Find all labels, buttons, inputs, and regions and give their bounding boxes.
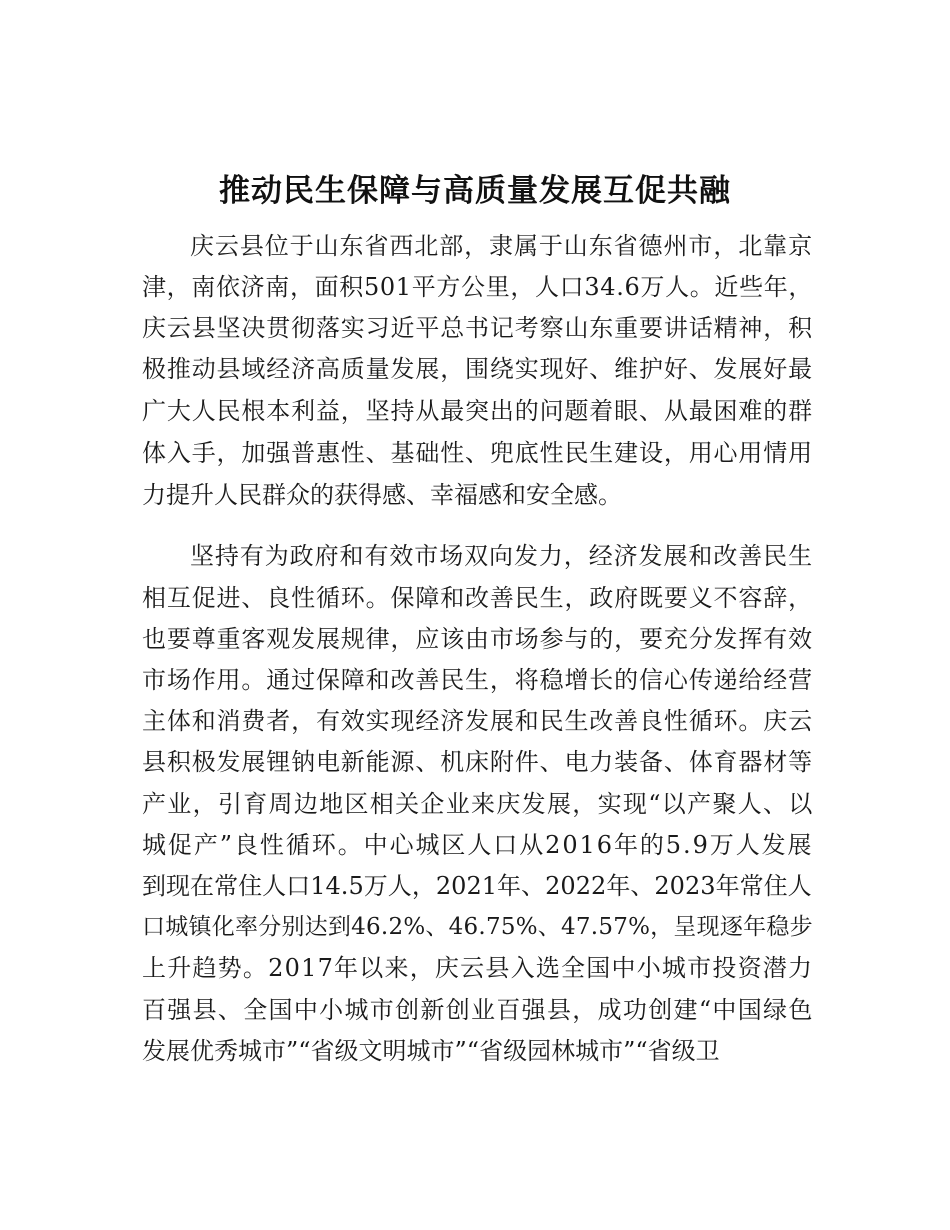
- paragraph-1-line-1: 庆云县位于山东省西北部，隶属于山东省德州市，北靠京: [190, 232, 813, 260]
- paragraph-2-line-5: 主体和消费者，有效实现经济发展和民生改善良性循环。庆云: [142, 707, 813, 735]
- paragraph-2-line-13: 发展优秀城市”“省级文明城市”“省级园林城市”“省级卫: [142, 1037, 720, 1065]
- paragraph-2-line-1: 坚持有为政府和有效市场双向发力，经济发展和改善民生: [190, 542, 813, 570]
- paragraph-1-line-4: 极推动县域经济高质量发展，围绕实现好、维护好、发展好最: [142, 355, 813, 383]
- paragraph-2-line-3: 也要尊重客观发展规律，应该由市场参与的，要充分发挥有效: [142, 625, 813, 653]
- paragraph-2-line-4: 市场作用。通过保障和改善民生，将稳增长的信心传递给经营: [142, 666, 813, 694]
- paragraph-2-line-11: 上升趋势。2017年以来，庆云县入选全国中小城市投资潜力: [142, 954, 814, 982]
- paragraph-1-line-7: 力提升人民群众的获得感、幸福感和安全感。: [142, 481, 622, 509]
- paragraph-1-line-5: 广大人民根本利益，坚持从最突出的问题着眼、从最困难的群: [142, 397, 813, 425]
- document-title: 推动民生保障与高质量发展互促共融: [219, 173, 731, 209]
- paragraph-2-line-12: 百强县、全国中小城市创新创业百强县，成功创建“中国绿色: [142, 996, 814, 1024]
- paragraph-2-line-10: 口城镇化率分别达到46.2%、46.75%、47.57%，呈现逐年稳步: [142, 914, 813, 940]
- paragraph-1-line-2: 津，南依济南，面积501平方公里，人口34.6万人。近些年，: [142, 273, 814, 301]
- paragraph-2-line-8: 城促产”良性循环。中心城区人口从2016年的5.9万人发展: [142, 831, 814, 859]
- paragraph-1-line-6: 体入手，加强普惠性、基础性、兜底性民生建设，用心用情用: [142, 439, 813, 467]
- paragraph-2-line-7: 产业，引育周边地区相关企业来庆发展，实现“以产聚人、以: [142, 790, 814, 818]
- paragraph-2-line-6: 县积极发展锂钠电新能源、机床附件、电力装备、体育器材等: [142, 748, 813, 776]
- paragraph-2-line-9: 到现在常住人口14.5万人，2021年、2022年、2023年常住人: [142, 872, 812, 900]
- paragraph-1-line-3: 庆云县坚决贯彻落实习近平总书记考察山东重要讲话精神，积: [142, 314, 813, 342]
- paragraph-2-line-2: 相互促进、良性循环。保障和改善民生，政府既要义不容辞，: [142, 584, 813, 612]
